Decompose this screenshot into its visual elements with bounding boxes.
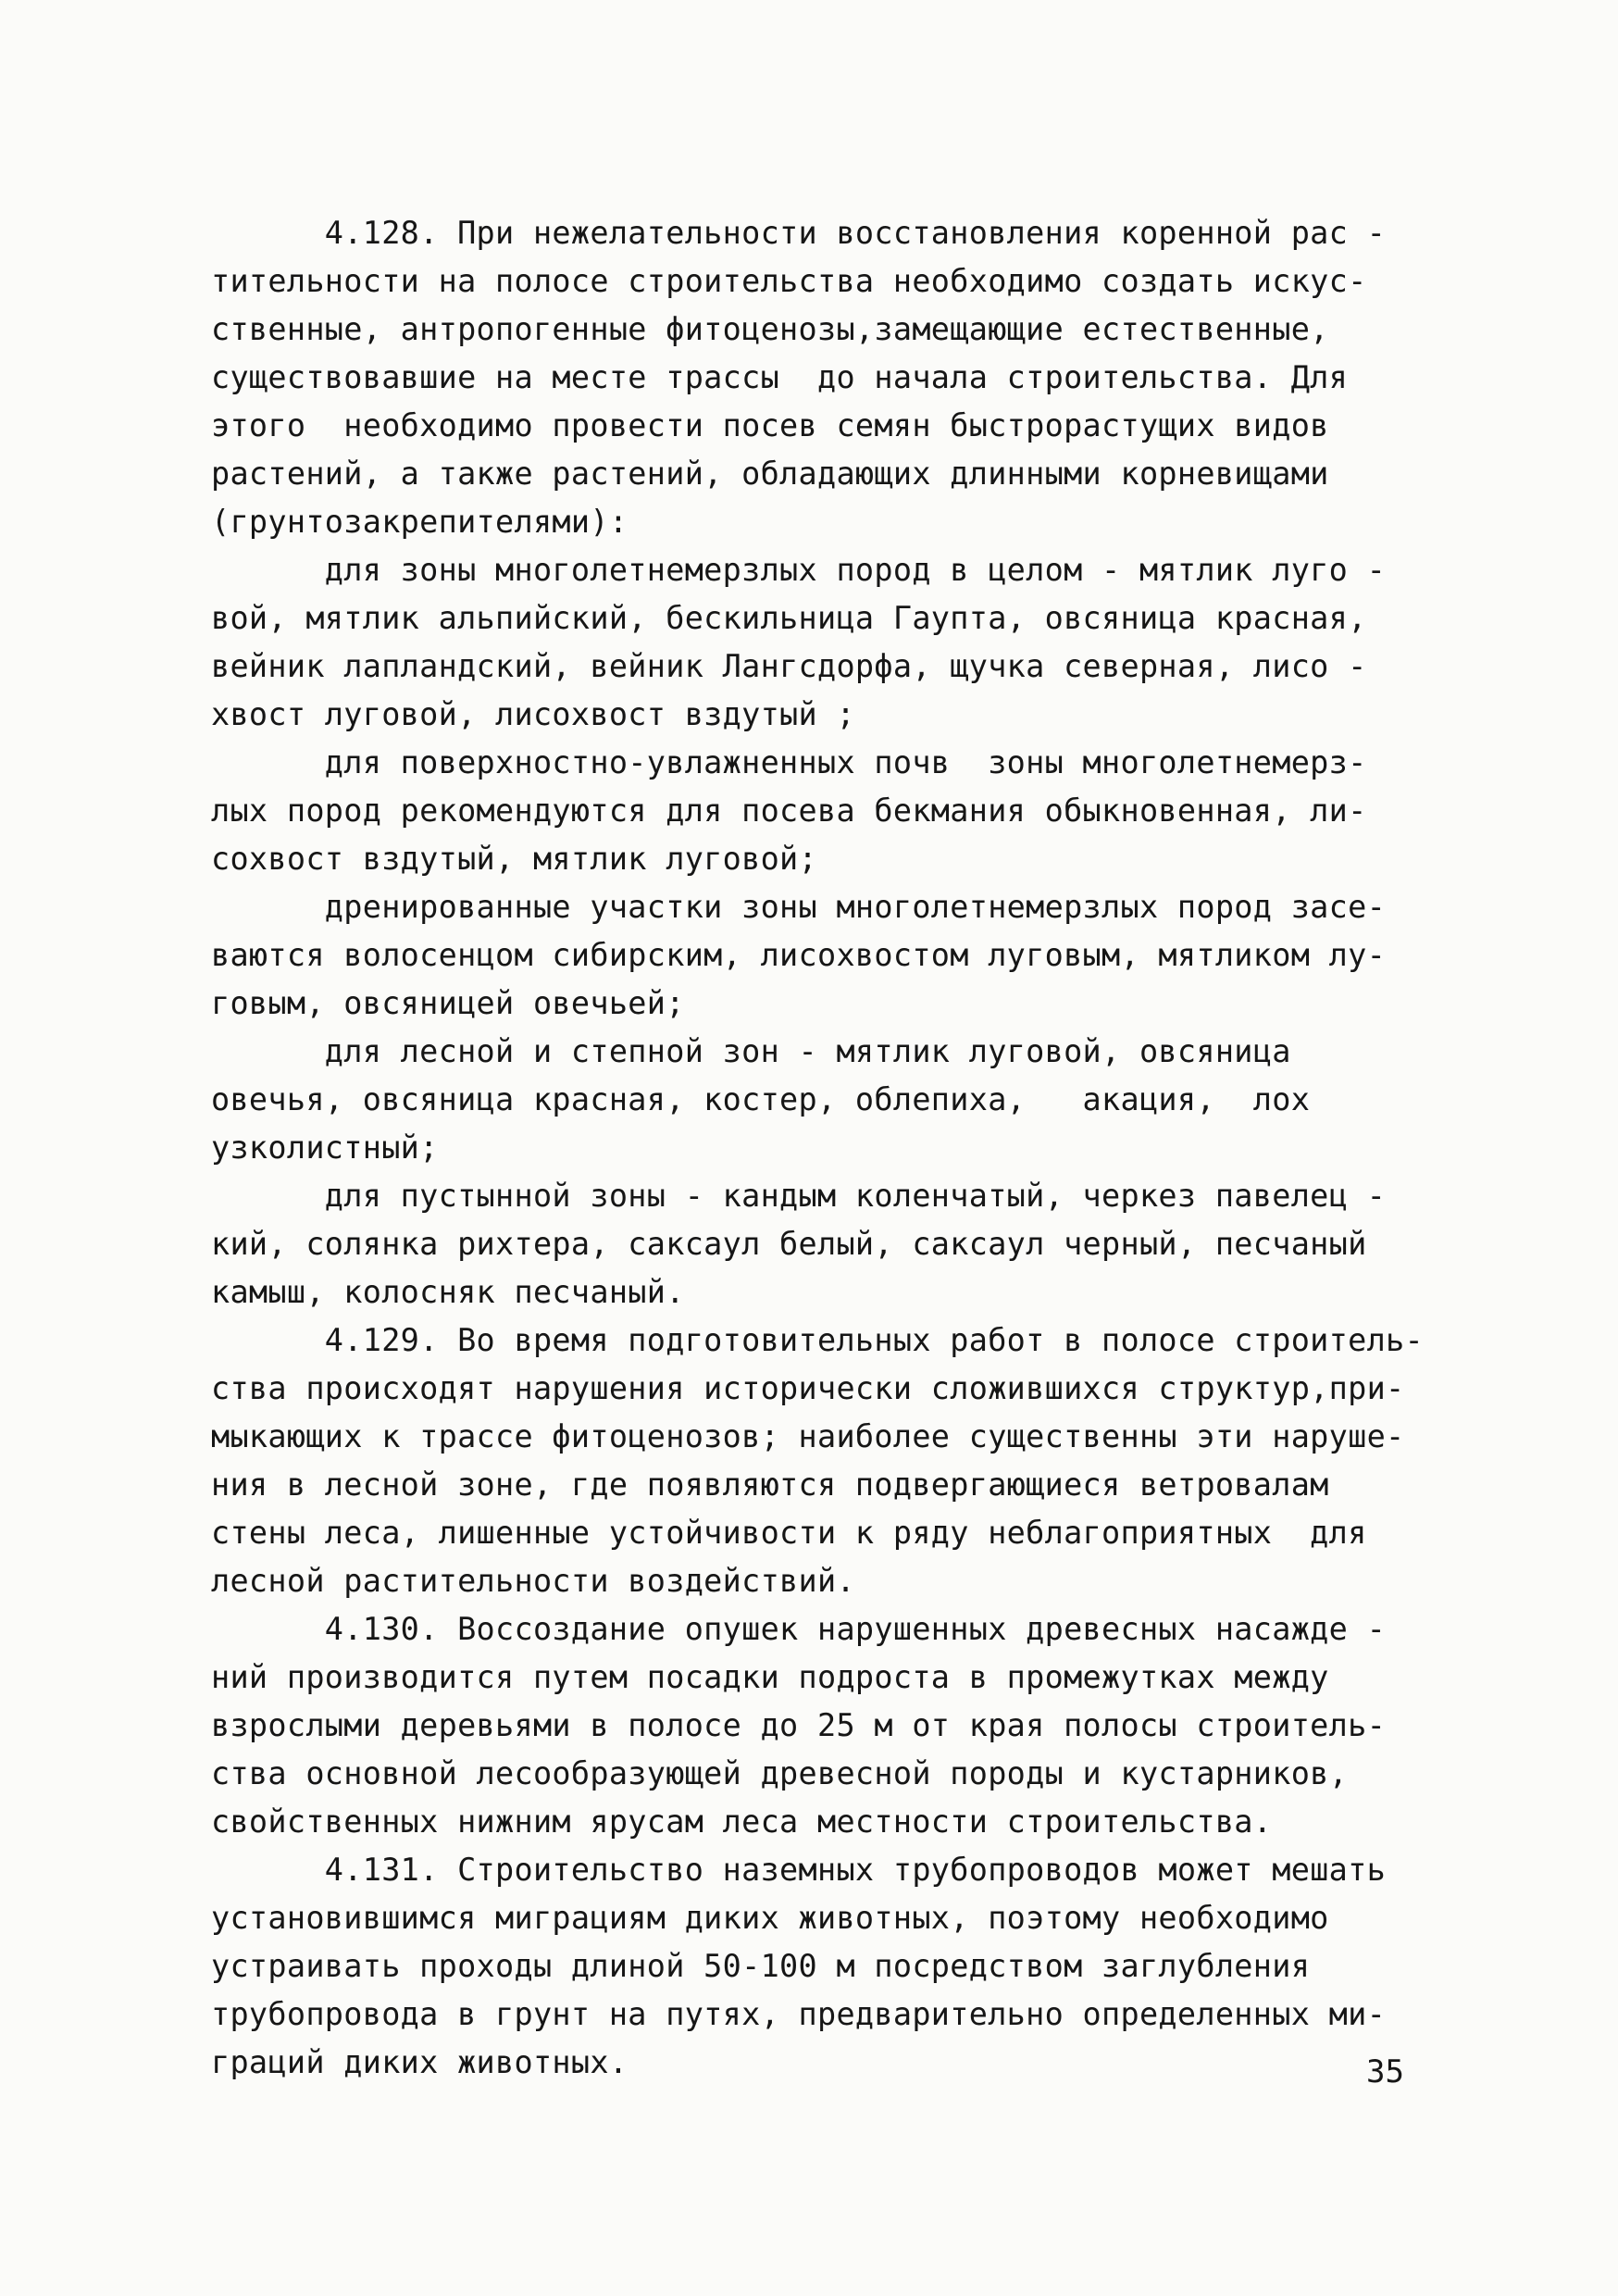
text-line: ства основной лесообразующей древесной породы и кустарников,	[211, 1755, 1349, 1791]
text-line: для зоны многолетнемерзлых пород в целом - мятлик луго -	[211, 552, 1387, 588]
text-line: растений, а также растений, обладающих длинными корневищами	[211, 455, 1329, 492]
text-line: для поверхностно-увлажненных почв зоны многолетнемерз-	[211, 744, 1367, 780]
text-line: узколистный;	[211, 1129, 439, 1166]
text-line: мыкающих к трассе фитоценозов; наиболее существенны эти наруше-	[211, 1418, 1405, 1454]
text-line: свойственных нижним ярусам леса местности строительства.	[211, 1803, 1273, 1840]
text-line: (грунтозакрепителями):	[211, 504, 629, 540]
text-line: 4.129. Во время подготовительных работ в полосе строитель-	[211, 1322, 1424, 1358]
text-line: для пустынной зоны - кандым коленчатый, черкез павелец -	[211, 1178, 1387, 1214]
text-line: устраивать проходы длиной 50-100 м посредством заглубления	[211, 1948, 1311, 1984]
text-line: трубопровода в грунт на путях, предварительно определенных ми-	[211, 1996, 1387, 2032]
text-line: дренированные участки зоны многолетнемерзлых пород засе-	[211, 889, 1387, 925]
text-line: лых пород рекомендуются для посева бекмания обыкновенная, ли-	[211, 792, 1367, 829]
text-line: для лесной и степной зон - мятлик луговой, овсяница	[211, 1033, 1291, 1069]
text-line: хвост луговой, лисохвост вздутый ;	[211, 696, 855, 732]
text-line: 4.131. Строительство наземных трубопроводов может мешать	[211, 1852, 1387, 1888]
text-line: ства происходят нарушения исторически сложившихся структур,при-	[211, 1370, 1405, 1406]
text-line: стены леса, лишенные устойчивости к ряду неблагоприятных для	[211, 1515, 1367, 1551]
text-line: камыш, колосняк песчаный.	[211, 1274, 685, 1310]
text-line: ний производится путем посадки подроста в промежутках между	[211, 1659, 1329, 1695]
text-line: тительности на полосе строительства необходимо создать искус-	[211, 263, 1367, 299]
document-body	[211, 209, 1442, 2087]
text-line: 4.130. Воссоздание опушек нарушенных древесных насажде -	[211, 1611, 1387, 1647]
text-line: овечья, овсяница красная, костер, облепиха, акация, лох	[211, 1081, 1311, 1117]
text-line: лесной растительности воздействий.	[211, 1563, 855, 1599]
text-line: ваются волосенцом сибирским, лисохвостом луговым, мятликом лу-	[211, 937, 1387, 973]
text-line: ния в лесной зоне, где появляются подвергающиеся ветровалам	[211, 1466, 1329, 1503]
text-line: вой, мятлик альпийский, бескильница Гаупта, овсяница красная,	[211, 600, 1367, 636]
text-line: сохвост вздутый, мятлик луговой;	[211, 841, 817, 877]
text-line: взрослыми деревьями в полосе до 25 м от края полосы строитель-	[211, 1707, 1387, 1743]
text-line: кий, солянка рихтера, саксаул белый, саксаул черный, песчаный	[211, 1226, 1367, 1262]
text-line: 4.128. При нежелательности восстановления коренной рас -	[211, 215, 1387, 251]
text-line: граций диких животных.	[211, 2044, 629, 2080]
text-line: установившимся миграциям диких животных, поэтому необходимо	[211, 1900, 1329, 1936]
text-line: этого необходимо провести посев семян быстрорастущих видов	[211, 407, 1329, 443]
text-line: говым, овсяницей овечьей;	[211, 985, 685, 1021]
page-number: 35	[1366, 2053, 1404, 2090]
text-line: вейник лапландский, вейник Лангсдорфа, щучка северная, лисо -	[211, 648, 1367, 684]
text-line: существовавшие на месте трассы до начала строительства. Для	[211, 359, 1349, 395]
text-line: ственные, антропогенные фитоценозы,замещающие естественные,	[211, 311, 1329, 347]
